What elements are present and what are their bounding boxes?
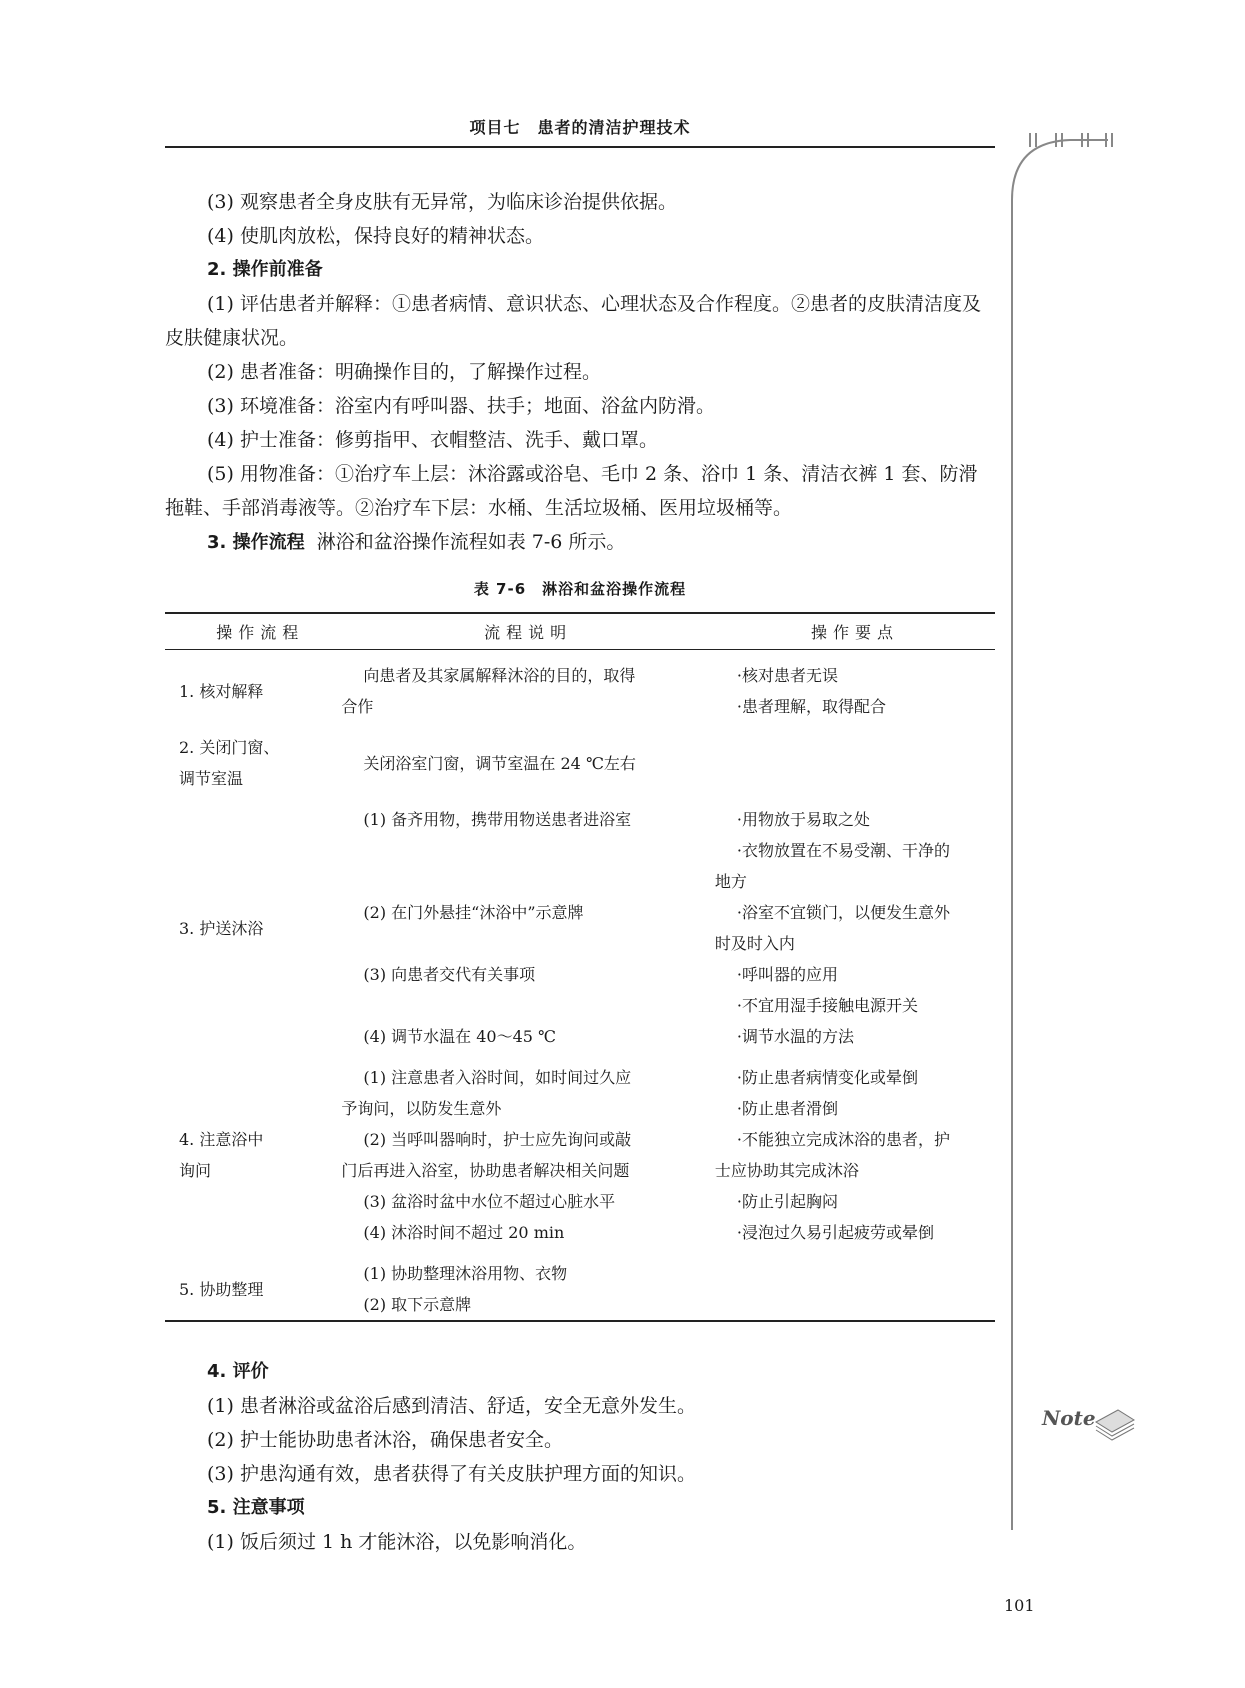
- page-number: 101: [1004, 1596, 1035, 1615]
- desc-line: (3) 盆浴时盆中水位不超过心脏水平: [363, 1192, 616, 1211]
- table-caption: 表 7-6 淋浴和盆浴操作流程: [473, 580, 687, 598]
- table-row: [165, 804, 995, 1052]
- step-cell: 4. 注意浴中: [179, 1130, 264, 1149]
- header-rule: [165, 146, 995, 148]
- point-line: ·不能独立完成沐浴的患者，护: [736, 1130, 950, 1149]
- point-line: ·防止引起胸闷: [736, 1192, 838, 1211]
- point-line: ·衣物放置在不易受潮、干净的: [736, 841, 950, 860]
- point-line: 时及时入内: [714, 934, 795, 953]
- section-top: [165, 185, 995, 560]
- point-line: ·防止患者滑倒: [736, 1099, 838, 1118]
- table-row: [165, 732, 995, 794]
- column-header: 操作要点: [715, 613, 995, 650]
- point-line: 士应协助其完成沐浴: [714, 1161, 859, 1180]
- note-icon: [1041, 1406, 1134, 1440]
- desc-line: (1) 注意患者入浴时间，如时间过久应: [363, 1068, 632, 1087]
- table-row: [165, 1258, 995, 1321]
- procedure-table: [165, 612, 995, 1322]
- paragraph: (4) 使肌肉放松，保持良好的精神状态。: [207, 225, 544, 247]
- step-cell: 3. 护送沐浴: [179, 918, 264, 938]
- column-header: 流程说明: [341, 613, 714, 650]
- running-header: 项目七 患者的清洁护理技术: [469, 118, 691, 137]
- desc-line: (4) 沐浴时间不超过 20 min: [363, 1223, 565, 1242]
- desc-line: 向患者及其家属解释沐浴的目的，取得: [363, 666, 636, 685]
- table-row: [165, 1062, 995, 1248]
- desc-line: (1) 备齐用物，携带用物送患者进浴室: [363, 810, 632, 829]
- paragraph: (1) 评估患者并解释：①患者病情、意识状态、心理状态及合作程度。②患者的皮肤清洁度及皮肤健康状况。: [165, 293, 981, 349]
- paragraph: (3) 护患沟通有效，患者获得了有关皮肤护理方面的知识。: [207, 1463, 696, 1485]
- paragraph: (2) 护士能协助患者沐浴，确保患者安全。: [207, 1429, 563, 1451]
- point-line: ·调节水温的方法: [736, 1027, 854, 1046]
- point-line: ·浴室不宜锁门，以便发生意外: [736, 903, 950, 922]
- point-line: ·浸泡过久易引起疲劳或晕倒: [736, 1223, 934, 1242]
- point-line: ·防止患者病情变化或晕倒: [736, 1068, 918, 1087]
- paragraph: 淋浴和盆浴操作流程如表 7-6 所示。: [316, 531, 626, 553]
- point-line: ·不宜用湿手接触电源开关: [736, 996, 918, 1015]
- section-heading: 3. 操作流程: [207, 532, 305, 553]
- step-cell: 2. 关闭门窗、: [179, 738, 280, 757]
- section-bottom: [165, 1355, 995, 1559]
- desc-line: 合作: [341, 697, 374, 716]
- margin-decoration: [1010, 130, 1210, 1570]
- step-cell: 调节室温: [179, 769, 244, 788]
- point-line: ·患者理解，取得配合: [736, 697, 886, 716]
- paragraph: (1) 患者淋浴或盆浴后感到清洁、舒适，安全无意外发生。: [207, 1395, 696, 1417]
- section-heading: 5. 注意事项: [207, 1497, 305, 1518]
- desc-line: (4) 调节水温在 40～45 ℃: [363, 1027, 556, 1046]
- column-header: 操作流程: [165, 613, 341, 650]
- table-row: [165, 660, 995, 722]
- paragraph: (1) 饭后须过 1 h 才能沐浴，以免影响消化。: [207, 1531, 587, 1553]
- point-line: ·核对患者无误: [736, 666, 838, 685]
- paragraph: (3) 观察患者全身皮肤有无异常，为临床诊治提供依据。: [207, 191, 677, 213]
- desc-line: 予询问，以防发生意外: [341, 1099, 502, 1118]
- step-cell: 1. 核对解释: [179, 681, 264, 701]
- point-line: ·呼叫器的应用: [736, 965, 838, 984]
- point-line: 地方: [714, 872, 747, 891]
- section-heading: 4. 评价: [207, 1361, 269, 1382]
- desc-line: (2) 取下示意牌: [363, 1295, 472, 1314]
- desc-line: (1) 协助整理沐浴用物、衣物: [363, 1264, 568, 1283]
- desc-line: 关闭浴室门窗，调节室温在 24 ℃左右: [363, 753, 636, 773]
- section-heading: 2. 操作前准备: [207, 259, 323, 280]
- note-label: Note: [1042, 1406, 1096, 1430]
- step-cell: 5. 协助整理: [179, 1279, 264, 1299]
- paragraph: (4) 护士准备：修剪指甲、衣帽整洁、洗手、戴口罩。: [207, 429, 658, 451]
- desc-line: (3) 向患者交代有关事项: [363, 965, 536, 984]
- desc-line: (2) 当呼叫器响时，护士应先询问或敲: [363, 1130, 632, 1149]
- paragraph: (3) 环境准备：浴室内有呼叫器、扶手；地面、浴盆内防滑。: [207, 395, 715, 417]
- desc-line: 门后再进入浴室，协助患者解决相关问题: [341, 1161, 630, 1180]
- paragraph: (5) 用物准备：①治疗车上层：沐浴露或浴皂、毛巾 2 条、浴巾 1 条、清洁衣裤 1 套、防滑拖鞋、手部消毒液等。②治疗车下层：水桶、生活垃圾桶、医用垃圾桶等。: [165, 463, 978, 519]
- paragraph: (2) 患者准备：明确操作目的，了解操作过程。: [207, 361, 601, 383]
- table-header-row: [165, 613, 995, 650]
- section3-line: [165, 525, 995, 560]
- step-cell: 询问: [179, 1161, 212, 1180]
- point-line: ·用物放于易取之处: [736, 810, 870, 829]
- desc-line: (2) 在门外悬挂“沐浴中”示意牌: [363, 903, 584, 922]
